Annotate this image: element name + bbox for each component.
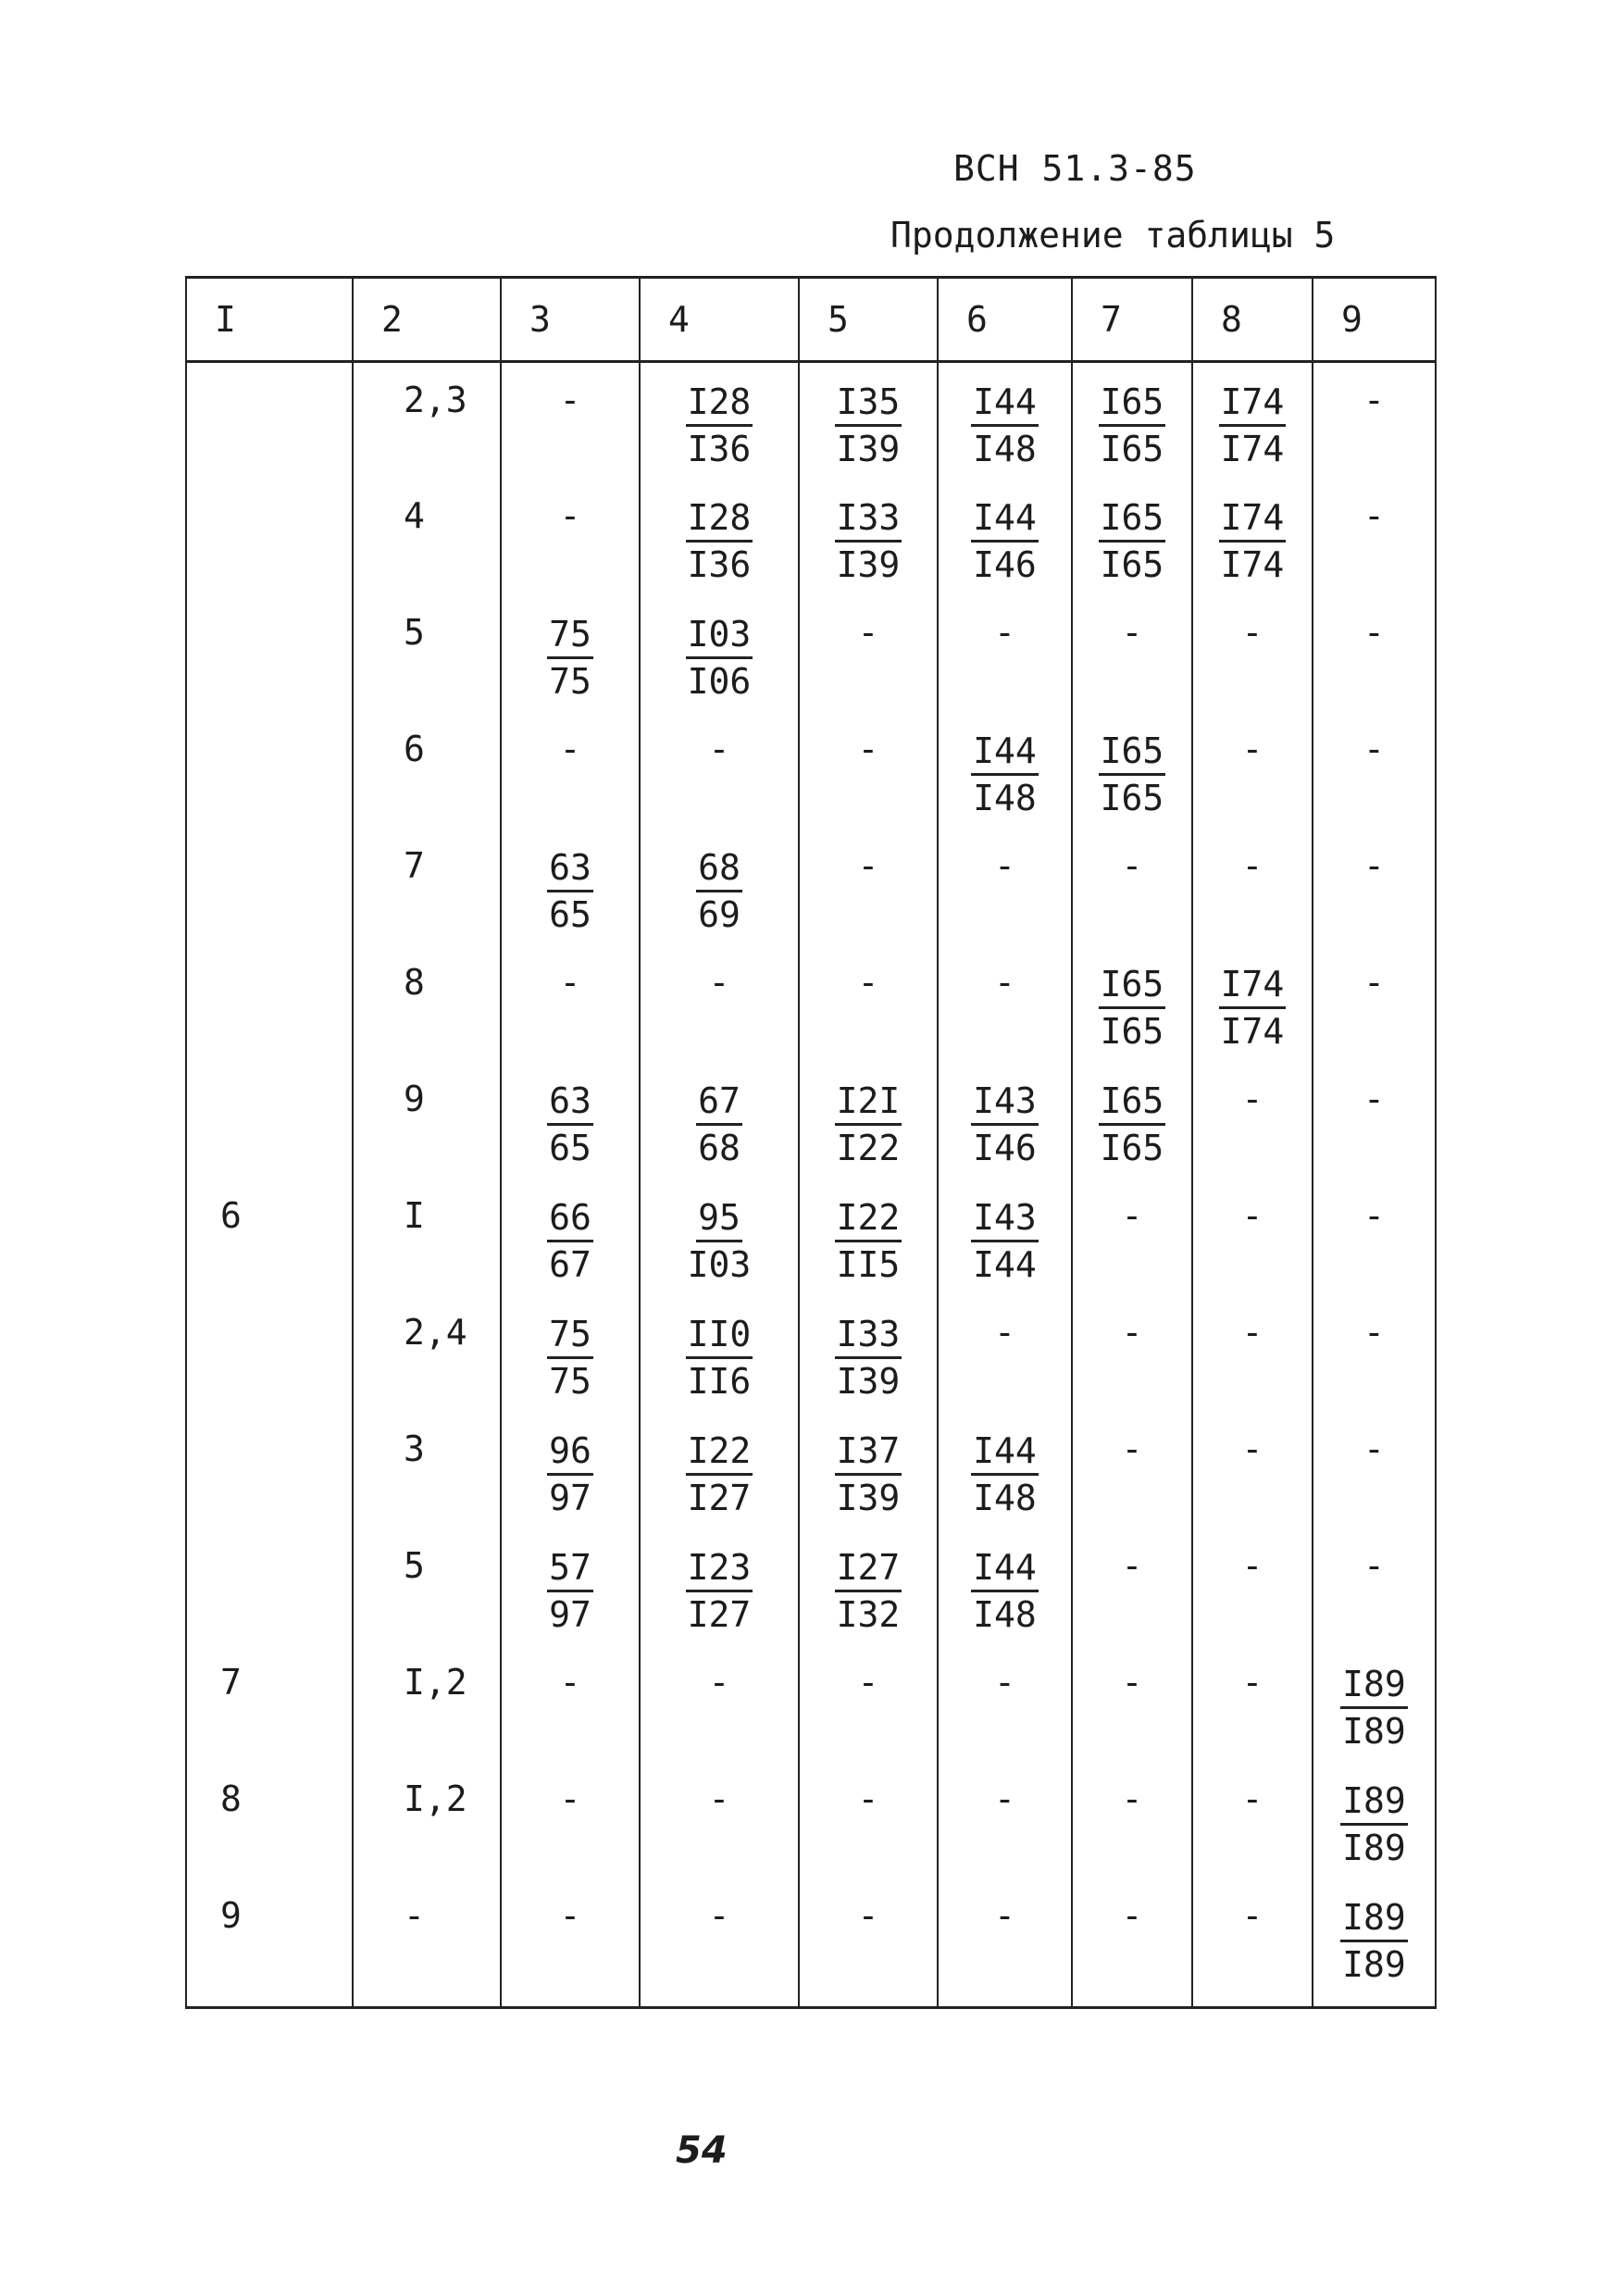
table-cell: 2,3 — [353, 362, 501, 479]
table-cell: 4 — [353, 479, 501, 595]
numerator: I89 — [1340, 1662, 1408, 1709]
numerator: 75 — [547, 612, 593, 659]
table-cell — [799, 479, 938, 595]
fraction-value — [971, 1545, 1039, 1637]
table-cell: - — [799, 712, 938, 829]
fraction-value — [971, 1429, 1039, 1520]
table-cell: - — [501, 712, 640, 829]
table-cell: 7 — [186, 1645, 353, 1762]
table-cell — [186, 1062, 353, 1179]
fraction-value — [686, 1545, 753, 1637]
denominator: I48 — [973, 1477, 1037, 1518]
table-cell: - — [938, 1645, 1072, 1762]
table-cell — [640, 1529, 799, 1645]
table-cell: - — [1313, 1062, 1436, 1179]
fraction-value — [547, 1429, 593, 1520]
denominator: I39 — [836, 1477, 901, 1518]
denominator: I74 — [1220, 543, 1285, 585]
numerator: I33 — [835, 1312, 902, 1359]
table-cell — [501, 1412, 640, 1529]
denominator: 97 — [549, 1593, 591, 1635]
denominator: I44 — [973, 1243, 1037, 1285]
table-cell: - — [501, 1878, 640, 2008]
table-cell: - — [1313, 829, 1436, 945]
numerator: I44 — [971, 1545, 1039, 1592]
denominator: I65 — [1100, 777, 1164, 818]
table-cell: - — [1313, 595, 1436, 712]
fraction-value — [1099, 380, 1166, 471]
table-cell: 8 — [186, 1762, 353, 1878]
numerator: I65 — [1099, 729, 1166, 776]
numerator: I44 — [971, 495, 1039, 543]
table-cell: - — [640, 1645, 799, 1762]
numerator: I65 — [1099, 1079, 1166, 1126]
table-cell — [186, 945, 353, 1062]
fraction-value — [1340, 1895, 1408, 1987]
numerator: I65 — [1099, 380, 1166, 427]
numerator: 96 — [547, 1429, 593, 1476]
column-header-8: 8 — [1192, 278, 1313, 362]
table-row — [186, 1645, 1436, 1762]
table-cell: 6 — [353, 712, 501, 829]
column-header-5: 5 — [799, 278, 938, 362]
table-cell — [799, 1529, 938, 1645]
table-cell — [1072, 945, 1192, 1062]
numerator: I44 — [971, 380, 1039, 427]
table-cell — [1072, 479, 1192, 595]
table-cell: - — [1192, 595, 1313, 712]
table-cell — [1313, 1645, 1436, 1762]
fraction-value — [547, 1079, 593, 1170]
table-cell — [501, 1062, 640, 1179]
table-cell: - — [1313, 712, 1436, 829]
fraction-value — [1099, 495, 1166, 587]
table-cell — [501, 1295, 640, 1412]
table-cell — [501, 595, 640, 712]
column-header-1: I — [186, 278, 353, 362]
table-cell: - — [1192, 712, 1313, 829]
fraction-value — [686, 380, 753, 471]
denominator: I48 — [973, 1593, 1037, 1635]
data-table — [185, 276, 1437, 2009]
table-cell — [640, 1179, 799, 1295]
table-cell: - — [1313, 1179, 1436, 1295]
denominator: I36 — [687, 543, 752, 585]
table-cell: - — [501, 1762, 640, 1878]
table-cell: - — [1192, 1179, 1313, 1295]
table-cell: 2,4 — [353, 1295, 501, 1412]
table-cell — [799, 1412, 938, 1529]
table-row — [186, 1878, 1436, 2008]
numerator: 66 — [547, 1195, 593, 1242]
numerator: I65 — [1099, 495, 1166, 543]
table-cell: - — [501, 945, 640, 1062]
fraction-value — [547, 1195, 593, 1287]
table-cell: - — [938, 1878, 1072, 2008]
fraction-value — [835, 1079, 902, 1170]
table-cell: 9 — [186, 1878, 353, 2008]
table-cell: - — [1072, 1412, 1192, 1529]
numerator: I89 — [1340, 1778, 1408, 1826]
table-cell: - — [1313, 362, 1436, 479]
table-cell: 5 — [353, 1529, 501, 1645]
denominator: 97 — [549, 1477, 591, 1518]
table-body — [186, 362, 1436, 2008]
denominator: I46 — [973, 1127, 1037, 1168]
table-cell: - — [1072, 829, 1192, 945]
table-cell: - — [1313, 1529, 1436, 1645]
fraction-value — [971, 1195, 1039, 1287]
numerator: I43 — [971, 1079, 1039, 1126]
fraction-value — [1099, 1079, 1166, 1170]
numerator: I74 — [1219, 495, 1287, 543]
denominator: II5 — [836, 1243, 901, 1285]
fraction-value — [547, 1312, 593, 1404]
document-code: ВСН 51.3-85 — [953, 148, 1197, 189]
numerator: II0 — [686, 1312, 753, 1359]
denominator: I89 — [1342, 1710, 1406, 1752]
numerator: 75 — [547, 1312, 593, 1359]
numerator: 68 — [696, 845, 742, 892]
fraction-value — [835, 1312, 902, 1404]
table-cell — [186, 712, 353, 829]
table-cell — [640, 829, 799, 945]
table-cell: - — [1313, 945, 1436, 1062]
table-row — [186, 1529, 1436, 1645]
page-number: 54 — [676, 2129, 728, 2172]
table-cell: - — [640, 1762, 799, 1878]
numerator: 95 — [696, 1195, 742, 1242]
table-row — [186, 1412, 1436, 1529]
fraction-value — [686, 1312, 753, 1404]
numerator: I65 — [1099, 962, 1166, 1009]
numerator: I44 — [971, 729, 1039, 776]
fraction-value — [971, 380, 1039, 471]
table-cell — [938, 1412, 1072, 1529]
denominator: 65 — [549, 1127, 591, 1168]
table-cell — [186, 1295, 353, 1412]
table-cell — [186, 479, 353, 595]
table-cell — [938, 479, 1072, 595]
table-cell: - — [1192, 1762, 1313, 1878]
table-cell: - — [1192, 829, 1313, 945]
table-row — [186, 362, 1436, 479]
fraction-value — [1099, 962, 1166, 1054]
denominator: I65 — [1100, 429, 1164, 469]
column-header-2: 2 — [353, 278, 501, 362]
fraction-value — [971, 495, 1039, 587]
table-row — [186, 595, 1436, 712]
fraction-value — [547, 612, 593, 704]
denominator: I48 — [973, 777, 1037, 818]
table-cell: - — [501, 479, 640, 595]
table-cell — [186, 362, 353, 479]
table-cell — [938, 1529, 1072, 1645]
table-cell: 8 — [353, 945, 501, 1062]
table-cell: - — [1192, 1295, 1313, 1412]
table-cell: - — [640, 1878, 799, 2008]
denominator: I48 — [973, 429, 1037, 469]
table-cell: I — [353, 1179, 501, 1295]
table-row — [186, 1762, 1436, 1878]
fraction-value — [971, 1079, 1039, 1170]
denominator: I89 — [1342, 1827, 1406, 1868]
denominator: 68 — [698, 1127, 741, 1168]
numerator: 57 — [547, 1545, 593, 1592]
fraction-value — [686, 1429, 753, 1520]
table-cell: - — [1192, 1878, 1313, 2008]
table-cell: - — [1192, 1645, 1313, 1762]
fraction-value — [1219, 380, 1287, 471]
table-row — [186, 1179, 1436, 1295]
table-cell — [799, 362, 938, 479]
fraction-value — [1219, 495, 1287, 587]
table-cell: - — [501, 1645, 640, 1762]
table-cell: - — [938, 1295, 1072, 1412]
column-header-9: 9 — [1313, 278, 1436, 362]
table-row — [186, 945, 1436, 1062]
table-cell: - — [1072, 595, 1192, 712]
denominator: I89 — [1342, 1943, 1406, 1985]
table-cell — [938, 1179, 1072, 1295]
table-cell — [1313, 1878, 1436, 2008]
table-cell: - — [1072, 1878, 1192, 2008]
table-cell: 5 — [353, 595, 501, 712]
denominator: 65 — [549, 893, 591, 935]
table-cell — [1072, 712, 1192, 829]
table-cell — [640, 362, 799, 479]
numerator: I35 — [835, 380, 902, 427]
fraction-value — [547, 1545, 593, 1637]
table-row — [186, 1062, 1436, 1179]
table-cell: - — [1072, 1762, 1192, 1878]
table-cell: 6 — [186, 1179, 353, 1295]
table-cell — [640, 479, 799, 595]
numerator: 63 — [547, 1079, 593, 1126]
denominator: I39 — [836, 543, 901, 585]
table-cell — [1313, 1762, 1436, 1878]
table-cell: - — [799, 1762, 938, 1878]
table-cell — [186, 1529, 353, 1645]
denominator: 69 — [698, 893, 741, 935]
numerator: I03 — [686, 612, 753, 659]
table-cell — [799, 1295, 938, 1412]
denominator: 75 — [549, 660, 591, 702]
numerator: I27 — [835, 1545, 902, 1592]
column-header-6: 6 — [938, 278, 1072, 362]
numerator: 63 — [547, 845, 593, 892]
numerator: I74 — [1219, 380, 1287, 427]
table-cell — [1192, 945, 1313, 1062]
denominator: I32 — [836, 1593, 901, 1635]
table-cell: 7 — [353, 829, 501, 945]
table-cell — [1072, 1062, 1192, 1179]
denominator: I36 — [687, 429, 752, 469]
denominator: I22 — [836, 1127, 901, 1168]
table-cell: - — [938, 1762, 1072, 1878]
table-cell — [640, 1412, 799, 1529]
table-cell: - — [1313, 1412, 1436, 1529]
table-cell — [186, 595, 353, 712]
numerator: I89 — [1340, 1895, 1408, 1942]
table-cell — [640, 1062, 799, 1179]
denominator: I65 — [1100, 1010, 1164, 1052]
fraction-value — [835, 1429, 902, 1520]
table-cell: - — [501, 362, 640, 479]
fraction-value — [688, 1195, 752, 1287]
denominator: 67 — [549, 1243, 591, 1285]
numerator: I43 — [971, 1195, 1039, 1242]
table-cell — [938, 1062, 1072, 1179]
numerator: I23 — [686, 1545, 753, 1592]
numerator: 67 — [696, 1079, 742, 1126]
numerator: I44 — [971, 1429, 1039, 1476]
table-cell: - — [799, 945, 938, 1062]
column-header-3: 3 — [501, 278, 640, 362]
table-cell — [799, 1062, 938, 1179]
table-cell — [799, 1179, 938, 1295]
numerator: I28 — [686, 495, 753, 543]
denominator: I39 — [836, 1360, 901, 1402]
denominator: I46 — [973, 543, 1037, 585]
table-cell: - — [1313, 1295, 1436, 1412]
table-cell: - — [799, 1645, 938, 1762]
table-cell — [186, 1412, 353, 1529]
fraction-value — [971, 729, 1039, 820]
header-row — [186, 278, 1436, 362]
table-cell: I,2 — [353, 1645, 501, 1762]
numerator: I74 — [1219, 962, 1287, 1009]
denominator: I65 — [1100, 1127, 1164, 1168]
fraction-value — [1340, 1778, 1408, 1870]
table-cell — [501, 1529, 640, 1645]
table-cell: - — [799, 829, 938, 945]
table-cell — [938, 362, 1072, 479]
denominator: I03 — [687, 1243, 752, 1285]
table-row — [186, 712, 1436, 829]
table-cell: - — [938, 595, 1072, 712]
table-cell: - — [1072, 1529, 1192, 1645]
table-cell: - — [1072, 1645, 1192, 1762]
denominator: I06 — [687, 660, 752, 702]
table-row — [186, 829, 1436, 945]
table-cell: - — [1192, 1412, 1313, 1529]
fraction-value — [547, 845, 593, 937]
numerator: I2I — [835, 1079, 902, 1126]
table-cell: - — [353, 1878, 501, 2008]
fraction-value — [686, 495, 753, 587]
fraction-value — [1219, 962, 1287, 1054]
table-cell: - — [1192, 1529, 1313, 1645]
table-row — [186, 479, 1436, 595]
column-header-4: 4 — [640, 278, 799, 362]
numerator: I37 — [835, 1429, 902, 1476]
table-continuation-caption: Продолжение таблицы 5 — [890, 215, 1336, 256]
table-cell: - — [938, 829, 1072, 945]
table-cell — [1072, 362, 1192, 479]
denominator: I27 — [687, 1593, 752, 1635]
denominator: 75 — [549, 1360, 591, 1402]
denominator: I27 — [687, 1477, 752, 1518]
table-cell — [186, 829, 353, 945]
table-cell: - — [799, 1878, 938, 2008]
table-cell — [640, 595, 799, 712]
table-cell — [501, 1179, 640, 1295]
fraction-value — [835, 1195, 902, 1287]
table-cell: I,2 — [353, 1762, 501, 1878]
table-row — [186, 1295, 1436, 1412]
fraction-value — [835, 380, 902, 471]
table-cell: - — [938, 945, 1072, 1062]
table-cell — [501, 829, 640, 945]
denominator: I74 — [1220, 429, 1285, 469]
fraction-value — [835, 1545, 902, 1637]
table-cell: 3 — [353, 1412, 501, 1529]
table-cell — [1192, 362, 1313, 479]
numerator: I28 — [686, 380, 753, 427]
fraction-value — [1099, 729, 1166, 820]
table-cell: - — [1072, 1179, 1192, 1295]
denominator: I65 — [1100, 543, 1164, 585]
denominator: II6 — [687, 1360, 752, 1402]
table-cell: - — [799, 595, 938, 712]
table-cell: - — [1313, 479, 1436, 595]
numerator: I22 — [686, 1429, 753, 1476]
column-header-7: 7 — [1072, 278, 1192, 362]
fraction-value — [686, 612, 753, 704]
fraction-value — [696, 1079, 742, 1170]
table-cell — [640, 1295, 799, 1412]
denominator: I39 — [836, 429, 901, 469]
table-cell: - — [1072, 1295, 1192, 1412]
table-cell: - — [640, 945, 799, 1062]
table-cell: 9 — [353, 1062, 501, 1179]
table-cell: - — [1192, 1062, 1313, 1179]
fraction-value — [835, 495, 902, 587]
numerator: I22 — [835, 1195, 902, 1242]
numerator: I33 — [835, 495, 902, 543]
fraction-value — [696, 845, 742, 937]
table-cell — [1192, 479, 1313, 595]
fraction-value — [1340, 1662, 1408, 1753]
table-cell: - — [640, 712, 799, 829]
denominator: I74 — [1220, 1010, 1285, 1052]
table-cell — [938, 712, 1072, 829]
